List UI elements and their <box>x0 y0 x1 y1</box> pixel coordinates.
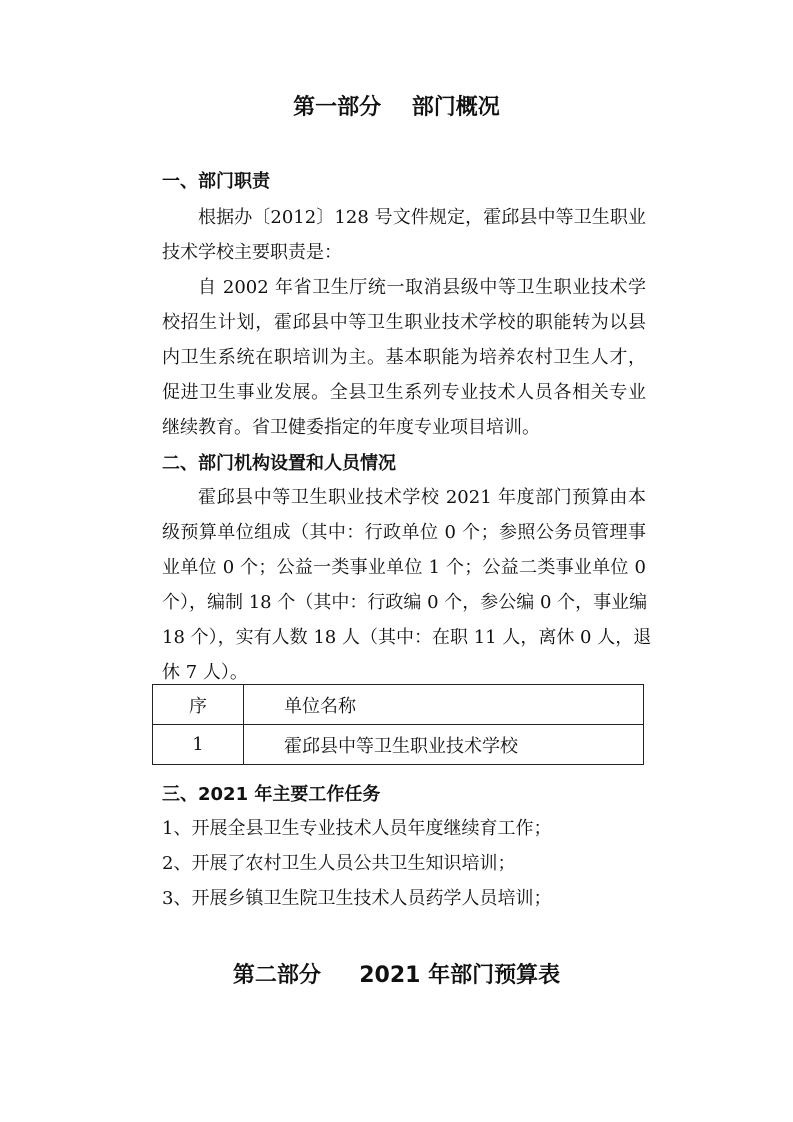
part2-title: 第二部分 2021 年部门预算表 <box>232 963 561 988</box>
paragraph-line: 根据办〔2012〕128 号文件规定，霍邱县中等卫生职业 <box>198 207 646 228</box>
section2-body <box>162 480 652 690</box>
paragraph-line: 业单位 0 个；公益一类事业单位 1 个；公益二类事业单位 0 <box>162 557 646 578</box>
paragraph-line: 霍邱县中等卫生职业技术学校 2021 年度部门预算由本 <box>198 487 646 508</box>
header-unit-name: 单位名称 <box>244 685 644 725</box>
list-item: 2、开展了农村卫生人员公共卫生知识培训； <box>162 853 516 874</box>
paragraph-line: 促进卫生事业发展。全县卫生系列专业技术人员各相关专业 <box>162 382 646 403</box>
table-header-row <box>153 685 644 725</box>
header-index: 序 <box>153 685 244 725</box>
paragraph-line: 校招生计划，霍邱县中等卫生职业技术学校的职能转为以县 <box>162 312 646 333</box>
list-item: 1、开展全县卫生专业技术人员年度继续育工作； <box>162 818 552 839</box>
paragraph-line: 自 2002 年省卫生厅统一取消县级中等卫生职业技术学 <box>198 277 646 298</box>
cell-unit-name: 霍邱县中等卫生职业技术学校 <box>244 725 644 765</box>
section1-body <box>162 200 646 445</box>
paragraph-line: 技术学校主要职责是： <box>162 242 342 263</box>
table-row <box>153 725 644 765</box>
cell-index: 1 <box>153 725 244 765</box>
paragraph-line: 个），编制 18 个（其中：行政编 0 个，参公编 0 个，事业编 <box>162 592 648 613</box>
unit-table <box>152 684 644 765</box>
section3-heading: 三、2021 年主要工作任务 <box>162 784 381 805</box>
paragraph-line: 18 个），实有人数 18 人（其中：在职 11 人，离休 0 人，退 <box>162 627 652 648</box>
section1-heading: 一、部门职责 <box>162 171 270 192</box>
paragraph-line: 继续教育。省卫健委指定的年度专业项目培训。 <box>162 417 540 438</box>
paragraph-line: 级预算单位组成（其中：行政单位 0 个；参照公务员管理事 <box>162 522 646 543</box>
paragraph-line: 休 7 人）。 <box>162 662 248 683</box>
section2-heading: 二、部门机构设置和人员情况 <box>162 453 396 474</box>
list-item: 3、开展乡镇卫生院卫生技术人员药学人员培训； <box>162 888 552 909</box>
section3-list <box>162 811 646 916</box>
part1-title: 第一部分 部门概况 <box>293 95 500 120</box>
paragraph-line: 内卫生系统在职培训为主。基本职能为培养农村卫生人才， <box>162 347 646 368</box>
